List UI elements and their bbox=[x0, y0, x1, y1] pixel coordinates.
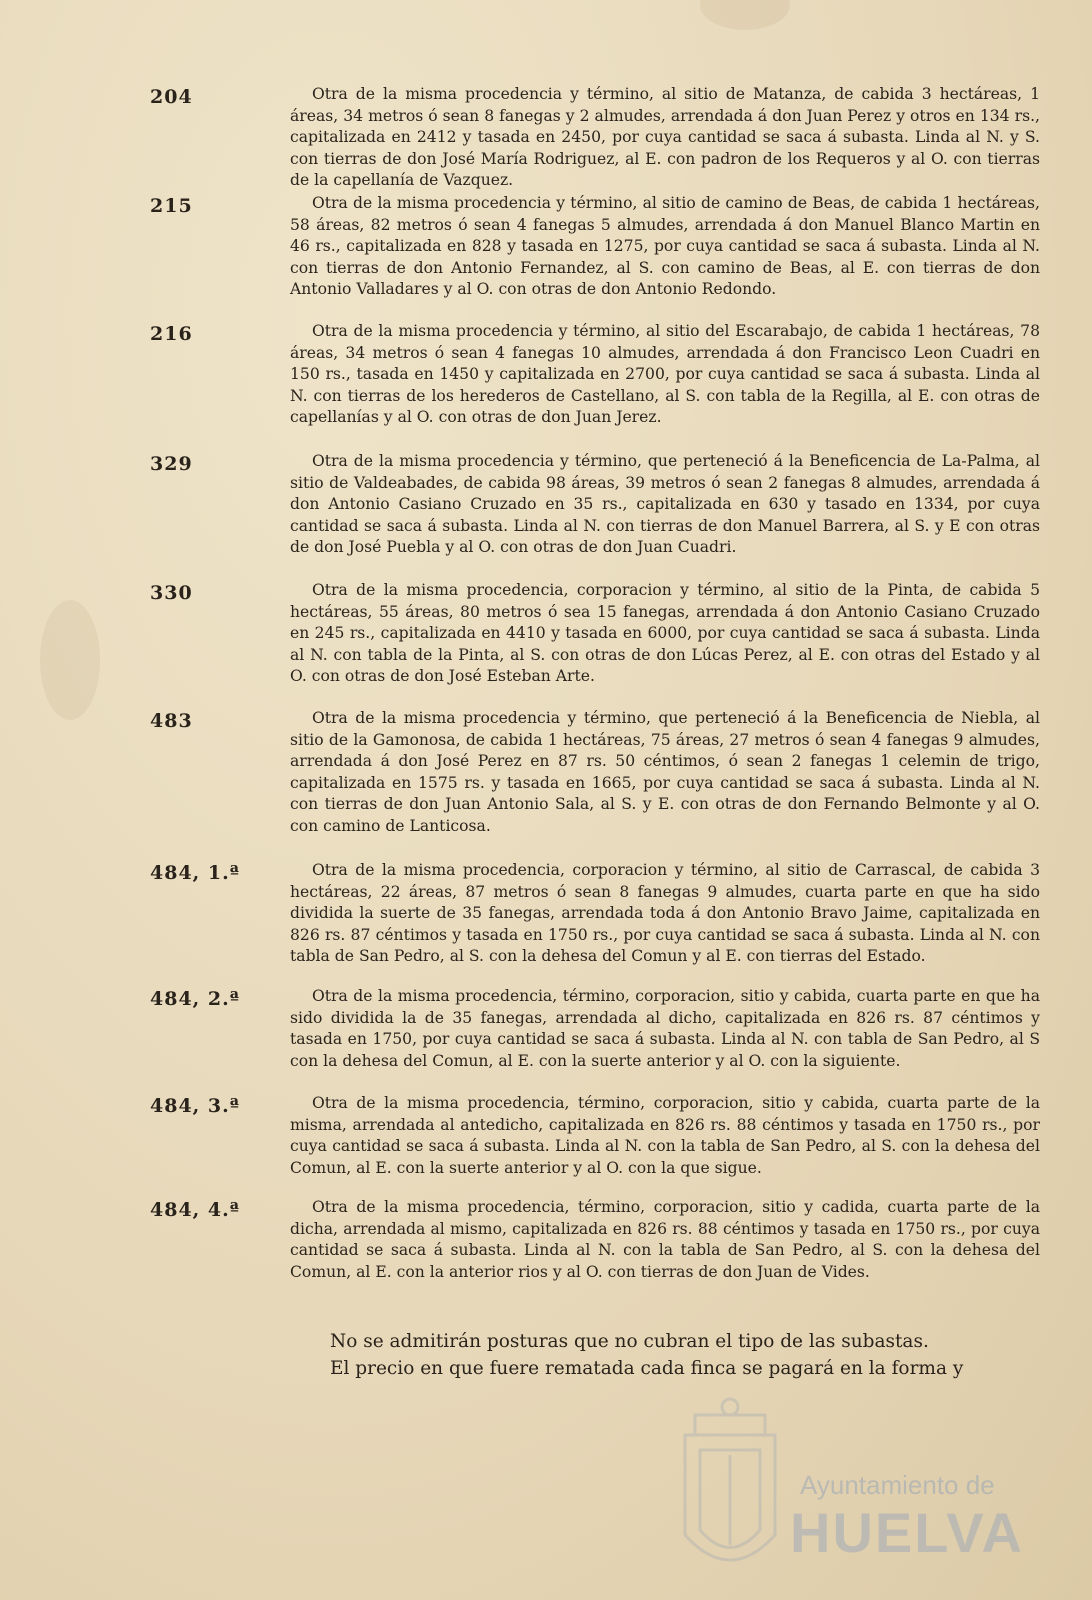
lot-number: 215 bbox=[150, 195, 193, 217]
lot-number: 483 bbox=[150, 710, 193, 732]
entry-text: Otra de la misma procedencia y término, al sitio de Matanza, de cabida 3 hectáreas, 1 áreas, 34 metros ó sean 8 fanegas y 2 almudes, arrendada á don Juan Perez y otros en 134 rs., capitalizada en 2412 y tasada en 2450, por cuya cantidad se saca á subasta. Linda al N. y S. con tierras de don José María Rodriguez, al E. con padron de los Requeros y al O. con tierras de la capellanía de Vazquez. bbox=[290, 85, 1040, 189]
lot-number: 216 bbox=[150, 323, 193, 345]
entry-text: Otra de la misma procedencia y término, al sitio del Escarabajo, de cabida 1 hectáreas, 78 áreas, 34 metros ó sean 4 fanegas 10 almudes, arrendada á don Francisco Leon Cuadri en 150 rs., tasada en 1450 y capitalizada en 2700, por cuya cantidad se saca á subasta. Linda al N. con tierras de los herederos de Castellano, al S. con tabla de la Regilla, al E. con otras de capellanías y al O. con otras de don Juan Jerez. bbox=[290, 322, 1040, 426]
entry-text: Otra de la misma procedencia, término, corporacion, sitio y cabida, cuarta parte en que ha sido dividida la de 35 fanegas, arrendada al dicho, capitalizada en 826 rs. 87 céntimos y tasada en 1750, por cuya cantidad se saca á subasta. Linda al N. con tabla de San Pedro, al S con la dehesa del Comun, al E. con la suerte anterior y al O. con la siguiente. bbox=[290, 987, 1040, 1070]
closing-line: El precio en que fuere rematada cada finca se pagará en la forma y bbox=[330, 1358, 964, 1379]
lot-number: 484, 1.ª bbox=[150, 862, 240, 884]
paper-stain bbox=[700, 0, 790, 30]
entry-text: Otra de la misma procedencia, término, corporacion, sitio y cabida, cuarta parte de la misma, arrendada al antedicho, capitalizada en 826 rs. 88 céntimos y tasada en 1750 rs., por cuya cantidad se saca á subasta. Linda al N. con la tabla de San Pedro, al S. con la dehesa del Comun, al E. con la suerte anterior y al O. con la que sigue. bbox=[290, 1094, 1040, 1177]
lot-number: 484, 3.ª bbox=[150, 1095, 240, 1117]
entry-text: Otra de la misma procedencia y término, que perteneció á la Beneficencia de Niebla, al sitio de la Gamonosa, de cabida 1 hectáreas, 75 áreas, 27 metros ó sean 4 fanegas 9 almudes, arrendada á don José Perez en 87 rs. 50 céntimos, ó sean 2 fanegas 1 celemin de trigo, capitalizada en 1575 rs. y tasada en 1665, por cuya cantidad se saca á subasta. Linda al N. con tierras de don Juan Antonio Sala, al S. y E. con otras de don Fernando Belmonte y al O. con camino de Lanticosa. bbox=[290, 709, 1040, 835]
watermark-line: Ayuntamiento de bbox=[800, 1470, 995, 1500]
lot-number: 330 bbox=[150, 582, 193, 604]
entry-text: Otra de la misma procedencia, término, corporacion, sitio y cadida, cuarta parte de la dicha, arrendada al mismo, capitalizada en 826 rs. 88 céntimos y tasada en 1750 rs., por cuya cantidad se saca á subasta. Linda al N. con la tabla de San Pedro, al S. con la dehesa del Comun, al E. con la anterior rios y al O. con tierras de don Juan de Vides. bbox=[290, 1198, 1040, 1281]
entry-text: Otra de la misma procedencia, corporacion y término, al sitio de Carrascal, de cabida 3 hectáreas, 22 áreas, 87 metros ó sean 8 fanegas 9 almudes, cuarta parte en que ha sido dividida la suerte de 35 fanegas, arrendada toda á don Antonio Bravo Jaime, capitalizada en 826 rs. 87 céntimos y tasada en 1750 rs., por cuya cantidad se saca á subasta. Linda al N. con tabla de San Pedro, al S. con la dehesa del Comun y al E. con tierras del Estado. bbox=[290, 861, 1040, 965]
entry-text: Otra de la misma procedencia y término, que perteneció á la Beneficencia de La-Palma, al sitio de Valdeabades, de cabida 98 áreas, 39 metros ó sean 2 fanegas 8 almudes, arrendada á don Antonio Casiano Cruzado en 35 rs., capitalizada en 630 y tasado en 1334, por cuya cantidad se saca á subasta. Linda al N. con tierras de don Manuel Barrera, al S. y E con otras de don José Puebla y al O. con otras de don Juan Cuadri. bbox=[290, 452, 1040, 556]
paper-stain bbox=[40, 600, 100, 720]
entry-text: Otra de la misma procedencia y término, al sitio de camino de Beas, de cabida 1 hectáreas, 58 áreas, 82 metros ó sean 4 fanegas 5 almudes, arrendada á don Manuel Blanco Martin en 46 rs., capitalizada en 828 y tasada en 1275, por cuya cantidad se saca á subasta. Linda al N. con tierras de don Antonio Fernandez, al S. con camino de Beas, al E. con tierras de don Antonio Valladares y al O. con otras de don Antonio Redondo. bbox=[290, 194, 1040, 298]
entry-text: Otra de la misma procedencia, corporacion y término, al sitio de la Pinta, de cabida 5 hectáreas, 55 áreas, 80 metros ó sea 15 fanegas, arrendada á don Antonio Casiano Cruzado en 245 rs., capitalizada en 4410 y tasada en 6000, por cuya cantidad se saca á subasta. Linda al N. con tabla de la Pinta, al S. con otras de don Lúcas Perez, al E. con otras del Estado y al O. con otras de don José Esteban Arte. bbox=[290, 581, 1040, 685]
lot-number: 484, 2.ª bbox=[150, 988, 240, 1010]
lot-number: 204 bbox=[150, 86, 193, 108]
lot-number: 329 bbox=[150, 453, 193, 475]
lot-number: 484, 4.ª bbox=[150, 1199, 240, 1221]
watermark-title: HUELVA bbox=[790, 1501, 1024, 1564]
closing-line: No se admitirán posturas que no cubran el tipo de las subastas. bbox=[330, 1331, 929, 1352]
closing-paragraph bbox=[330, 1328, 1050, 1382]
